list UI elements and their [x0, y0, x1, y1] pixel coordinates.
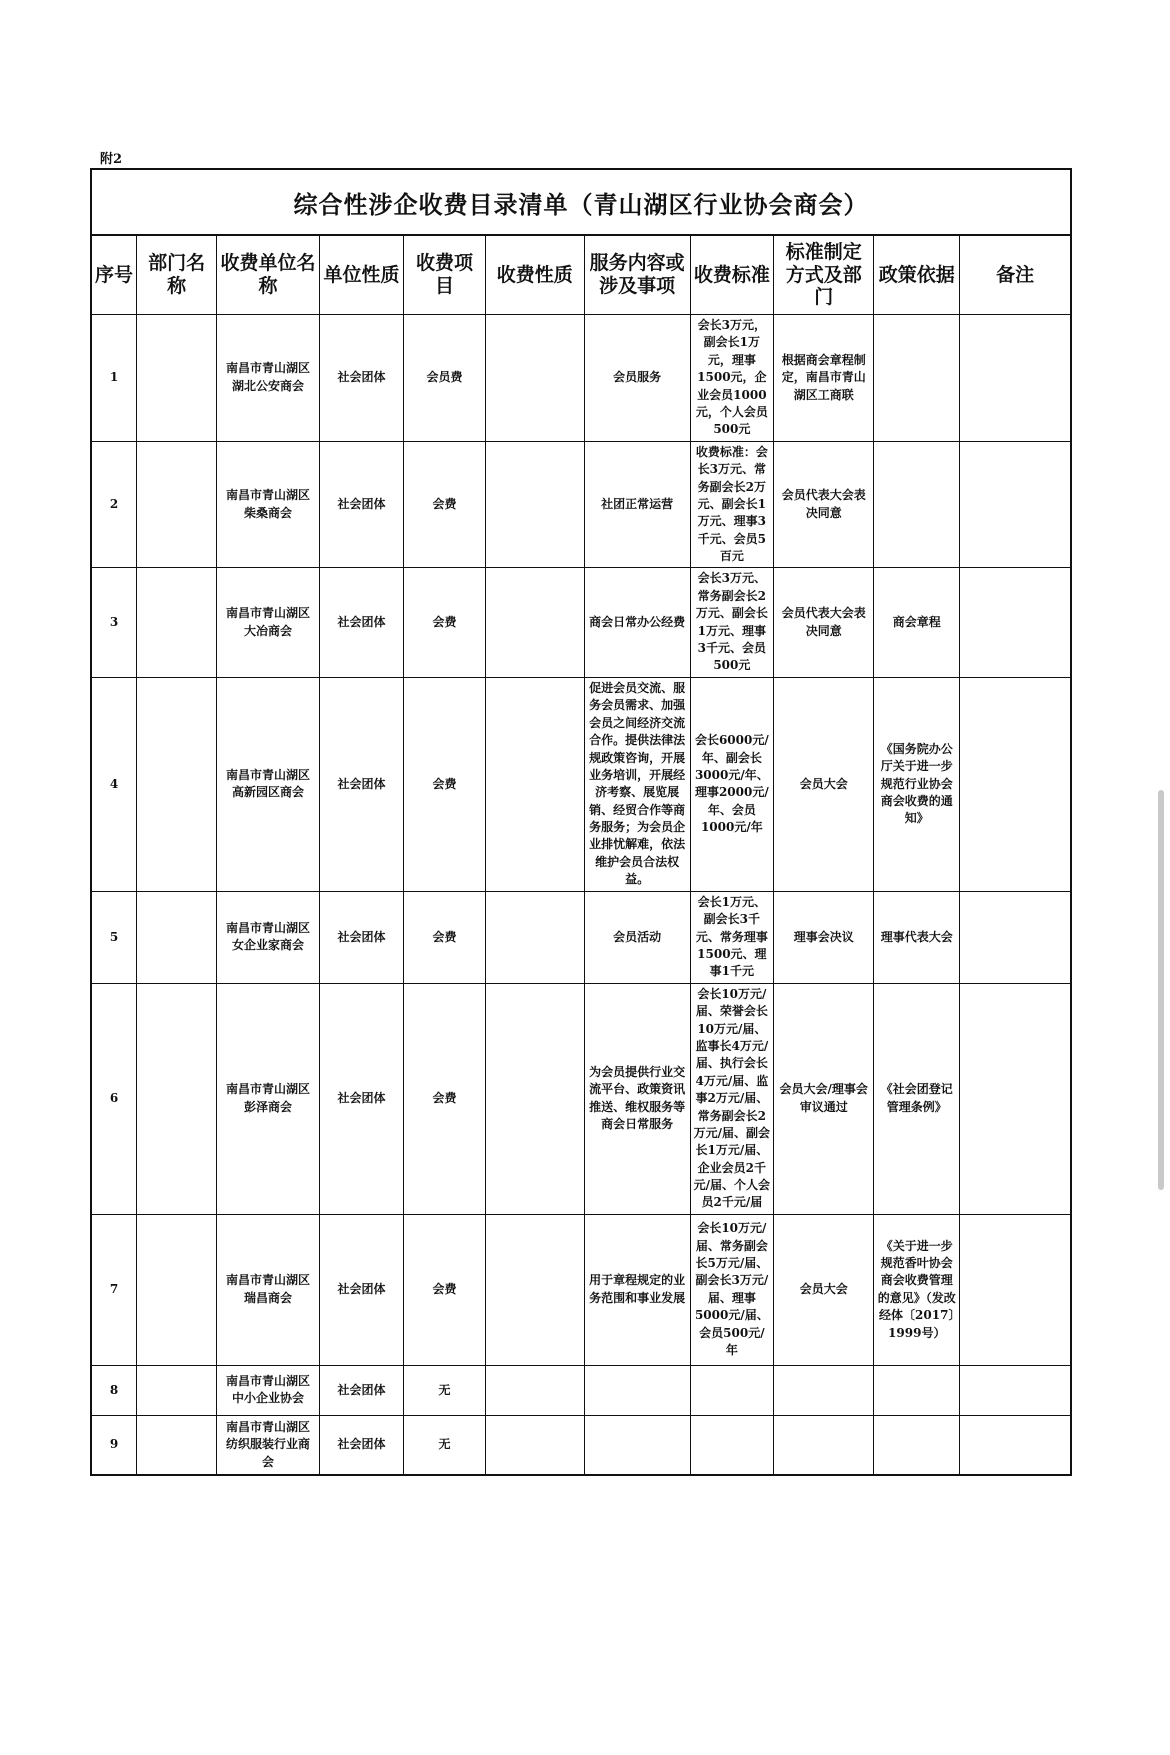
unit-name: 南昌市青山湖区瑞昌商会	[217, 1214, 319, 1365]
fee-nature	[485, 1365, 584, 1415]
unit-nature: 社会团体	[319, 441, 404, 568]
dept-name	[137, 441, 217, 568]
fee-nature	[485, 1214, 584, 1365]
service-content: 会员活动	[584, 891, 690, 983]
header-standard: 收费标准	[690, 236, 774, 315]
service-content: 社团正常运营	[584, 441, 690, 568]
fee-nature	[485, 315, 584, 442]
fee-standard: 会长3万元、常务副会长2万元、副会长1万元、理事3千元、会员500元	[690, 568, 774, 677]
standard-method: 根据商会章程制定，南昌市青山湖区工商联	[774, 315, 874, 442]
fee-nature	[485, 441, 584, 568]
fee-standard: 会长10万元/届、荣誉会长10万元/届、监事长4万元/届、执行会长4万元/届、监事2万元/届、常务副会长2万元/届、副会长1万元/届、企业会员2千元/届、个人会员2千元/届	[690, 983, 774, 1214]
fee-nature	[485, 1415, 584, 1474]
fee-catalog-sheet	[90, 168, 1072, 1476]
unit-name: 南昌市青山湖区湖北公安商会	[217, 315, 319, 442]
standard-method: 会员大会	[774, 677, 874, 891]
header-item: 收费项目	[404, 236, 485, 315]
fee-item: 无	[404, 1415, 485, 1474]
row-number: 9	[92, 1415, 137, 1474]
service-content: 促进会员交流、服务会员需求、加强会员之间经济交流合作。提供法律法规政策咨询，开展业务培训，开展经济考察、展览展销、经贸合作等商务服务；为会员企业排忧解难，依法维护会员合法权益。	[584, 677, 690, 891]
table-row	[92, 1415, 1070, 1474]
fee-item: 会费	[404, 677, 485, 891]
fee-table	[92, 236, 1070, 1474]
table-row	[92, 677, 1070, 891]
remark	[960, 441, 1070, 568]
header-service: 服务内容或涉及事项	[584, 236, 690, 315]
header-dept: 部门名称	[137, 236, 217, 315]
scrollbar[interactable]	[1158, 790, 1164, 1190]
policy-basis: 商会章程	[874, 568, 960, 677]
header-basis: 政策依据	[874, 236, 960, 315]
standard-method	[774, 1365, 874, 1415]
fee-nature	[485, 891, 584, 983]
table-row	[92, 315, 1070, 442]
header-row	[92, 236, 1070, 315]
policy-basis	[874, 441, 960, 568]
policy-basis	[874, 1415, 960, 1474]
remark	[960, 983, 1070, 1214]
fee-item: 会费	[404, 891, 485, 983]
unit-name: 南昌市青山湖区女企业家商会	[217, 891, 319, 983]
unit-name: 南昌市青山湖区彭泽商会	[217, 983, 319, 1214]
service-content	[584, 1365, 690, 1415]
unit-nature: 社会团体	[319, 891, 404, 983]
policy-basis: 《关于进一步规范香叶协会商会收费管理的意见》（发改经体〔2017〕1999号）	[874, 1214, 960, 1365]
table-row	[92, 441, 1070, 568]
unit-name: 南昌市青山湖区柴桑商会	[217, 441, 319, 568]
attachment-label: 附2	[100, 152, 123, 167]
remark	[960, 1415, 1070, 1474]
table-body	[92, 315, 1070, 1475]
unit-name: 南昌市青山湖区大冶商会	[217, 568, 319, 677]
table-row	[92, 1365, 1070, 1415]
policy-basis: 《国务院办公厅关于进一步规范行业协会商会收费的通知》	[874, 677, 960, 891]
policy-basis	[874, 1365, 960, 1415]
service-content: 商会日常办公经费	[584, 568, 690, 677]
service-content: 为会员提供行业交流平台、政策资讯推送、维权服务等商会日常服务	[584, 983, 690, 1214]
fee-standard: 会长10万元/届、常务副会长5万元/届、副会长3万元/届、理事5000元/届、会员500元/年	[690, 1214, 774, 1365]
fee-item: 无	[404, 1365, 485, 1415]
remark	[960, 315, 1070, 442]
standard-method: 会员大会/理事会审议通过	[774, 983, 874, 1214]
fee-item: 会费	[404, 568, 485, 677]
fee-standard: 会长6000元/年、副会长3000元/年、理事2000元/年、会员1000元/年	[690, 677, 774, 891]
fee-standard: 会长1万元、副会长3千元、常务理事1500元、理事1千元	[690, 891, 774, 983]
standard-method: 会员代表大会表决同意	[774, 441, 874, 568]
unit-nature: 社会团体	[319, 1214, 404, 1365]
row-number: 7	[92, 1214, 137, 1365]
standard-method: 会员代表大会表决同意	[774, 568, 874, 677]
unit-name: 南昌市青山湖区纺织服装行业商会	[217, 1415, 319, 1474]
table-row	[92, 1214, 1070, 1365]
standard-method: 会员大会	[774, 1214, 874, 1365]
dept-name	[137, 568, 217, 677]
dept-name	[137, 1365, 217, 1415]
fee-standard	[690, 1365, 774, 1415]
document-title: 综合性涉企收费目录清单（青山湖区行业协会商会）	[92, 170, 1070, 236]
fee-item: 会员费	[404, 315, 485, 442]
standard-method: 理事会决议	[774, 891, 874, 983]
table-row	[92, 983, 1070, 1214]
header-fee-nature: 收费性质	[485, 236, 584, 315]
fee-standard: 会长3万元，副会长1万元，理事1500元，企业会员1000元，个人会员500元	[690, 315, 774, 442]
fee-item: 会费	[404, 441, 485, 568]
row-number: 4	[92, 677, 137, 891]
header-no: 序号	[92, 236, 137, 315]
header-nature: 单位性质	[319, 236, 404, 315]
dept-name	[137, 315, 217, 442]
dept-name	[137, 677, 217, 891]
standard-method	[774, 1415, 874, 1474]
dept-name	[137, 983, 217, 1214]
policy-basis: 《社会团登记管理条例》	[874, 983, 960, 1214]
header-remark: 备注	[960, 236, 1070, 315]
fee-nature	[485, 983, 584, 1214]
policy-basis	[874, 315, 960, 442]
remark	[960, 568, 1070, 677]
fee-nature	[485, 568, 584, 677]
dept-name	[137, 891, 217, 983]
unit-nature: 社会团体	[319, 1415, 404, 1474]
unit-nature: 社会团体	[319, 1365, 404, 1415]
remark	[960, 891, 1070, 983]
row-number: 3	[92, 568, 137, 677]
unit-name: 南昌市青山湖区中小企业协会	[217, 1365, 319, 1415]
fee-item: 会费	[404, 1214, 485, 1365]
row-number: 2	[92, 441, 137, 568]
dept-name	[137, 1214, 217, 1365]
row-number: 5	[92, 891, 137, 983]
unit-nature: 社会团体	[319, 983, 404, 1214]
header-method: 标准制定方式及部门	[774, 236, 874, 315]
table-row	[92, 891, 1070, 983]
fee-nature	[485, 677, 584, 891]
row-number: 8	[92, 1365, 137, 1415]
unit-nature: 社会团体	[319, 568, 404, 677]
remark	[960, 1214, 1070, 1365]
table-row	[92, 568, 1070, 677]
row-number: 6	[92, 983, 137, 1214]
remark	[960, 677, 1070, 891]
unit-nature: 社会团体	[319, 315, 404, 442]
dept-name	[137, 1415, 217, 1474]
remark	[960, 1365, 1070, 1415]
row-number: 1	[92, 315, 137, 442]
service-content: 用于章程规定的业务范围和事业发展	[584, 1214, 690, 1365]
fee-item: 会费	[404, 983, 485, 1214]
service-content: 会员服务	[584, 315, 690, 442]
fee-standard: 收费标准：会长3万元、常务副会长2万元、副会长1万元、理事3千元、会员5百元	[690, 441, 774, 568]
fee-standard	[690, 1415, 774, 1474]
unit-name: 南昌市青山湖区高新园区商会	[217, 677, 319, 891]
header-unit: 收费单位名称	[217, 236, 319, 315]
policy-basis: 理事代表大会	[874, 891, 960, 983]
unit-nature: 社会团体	[319, 677, 404, 891]
service-content	[584, 1415, 690, 1474]
